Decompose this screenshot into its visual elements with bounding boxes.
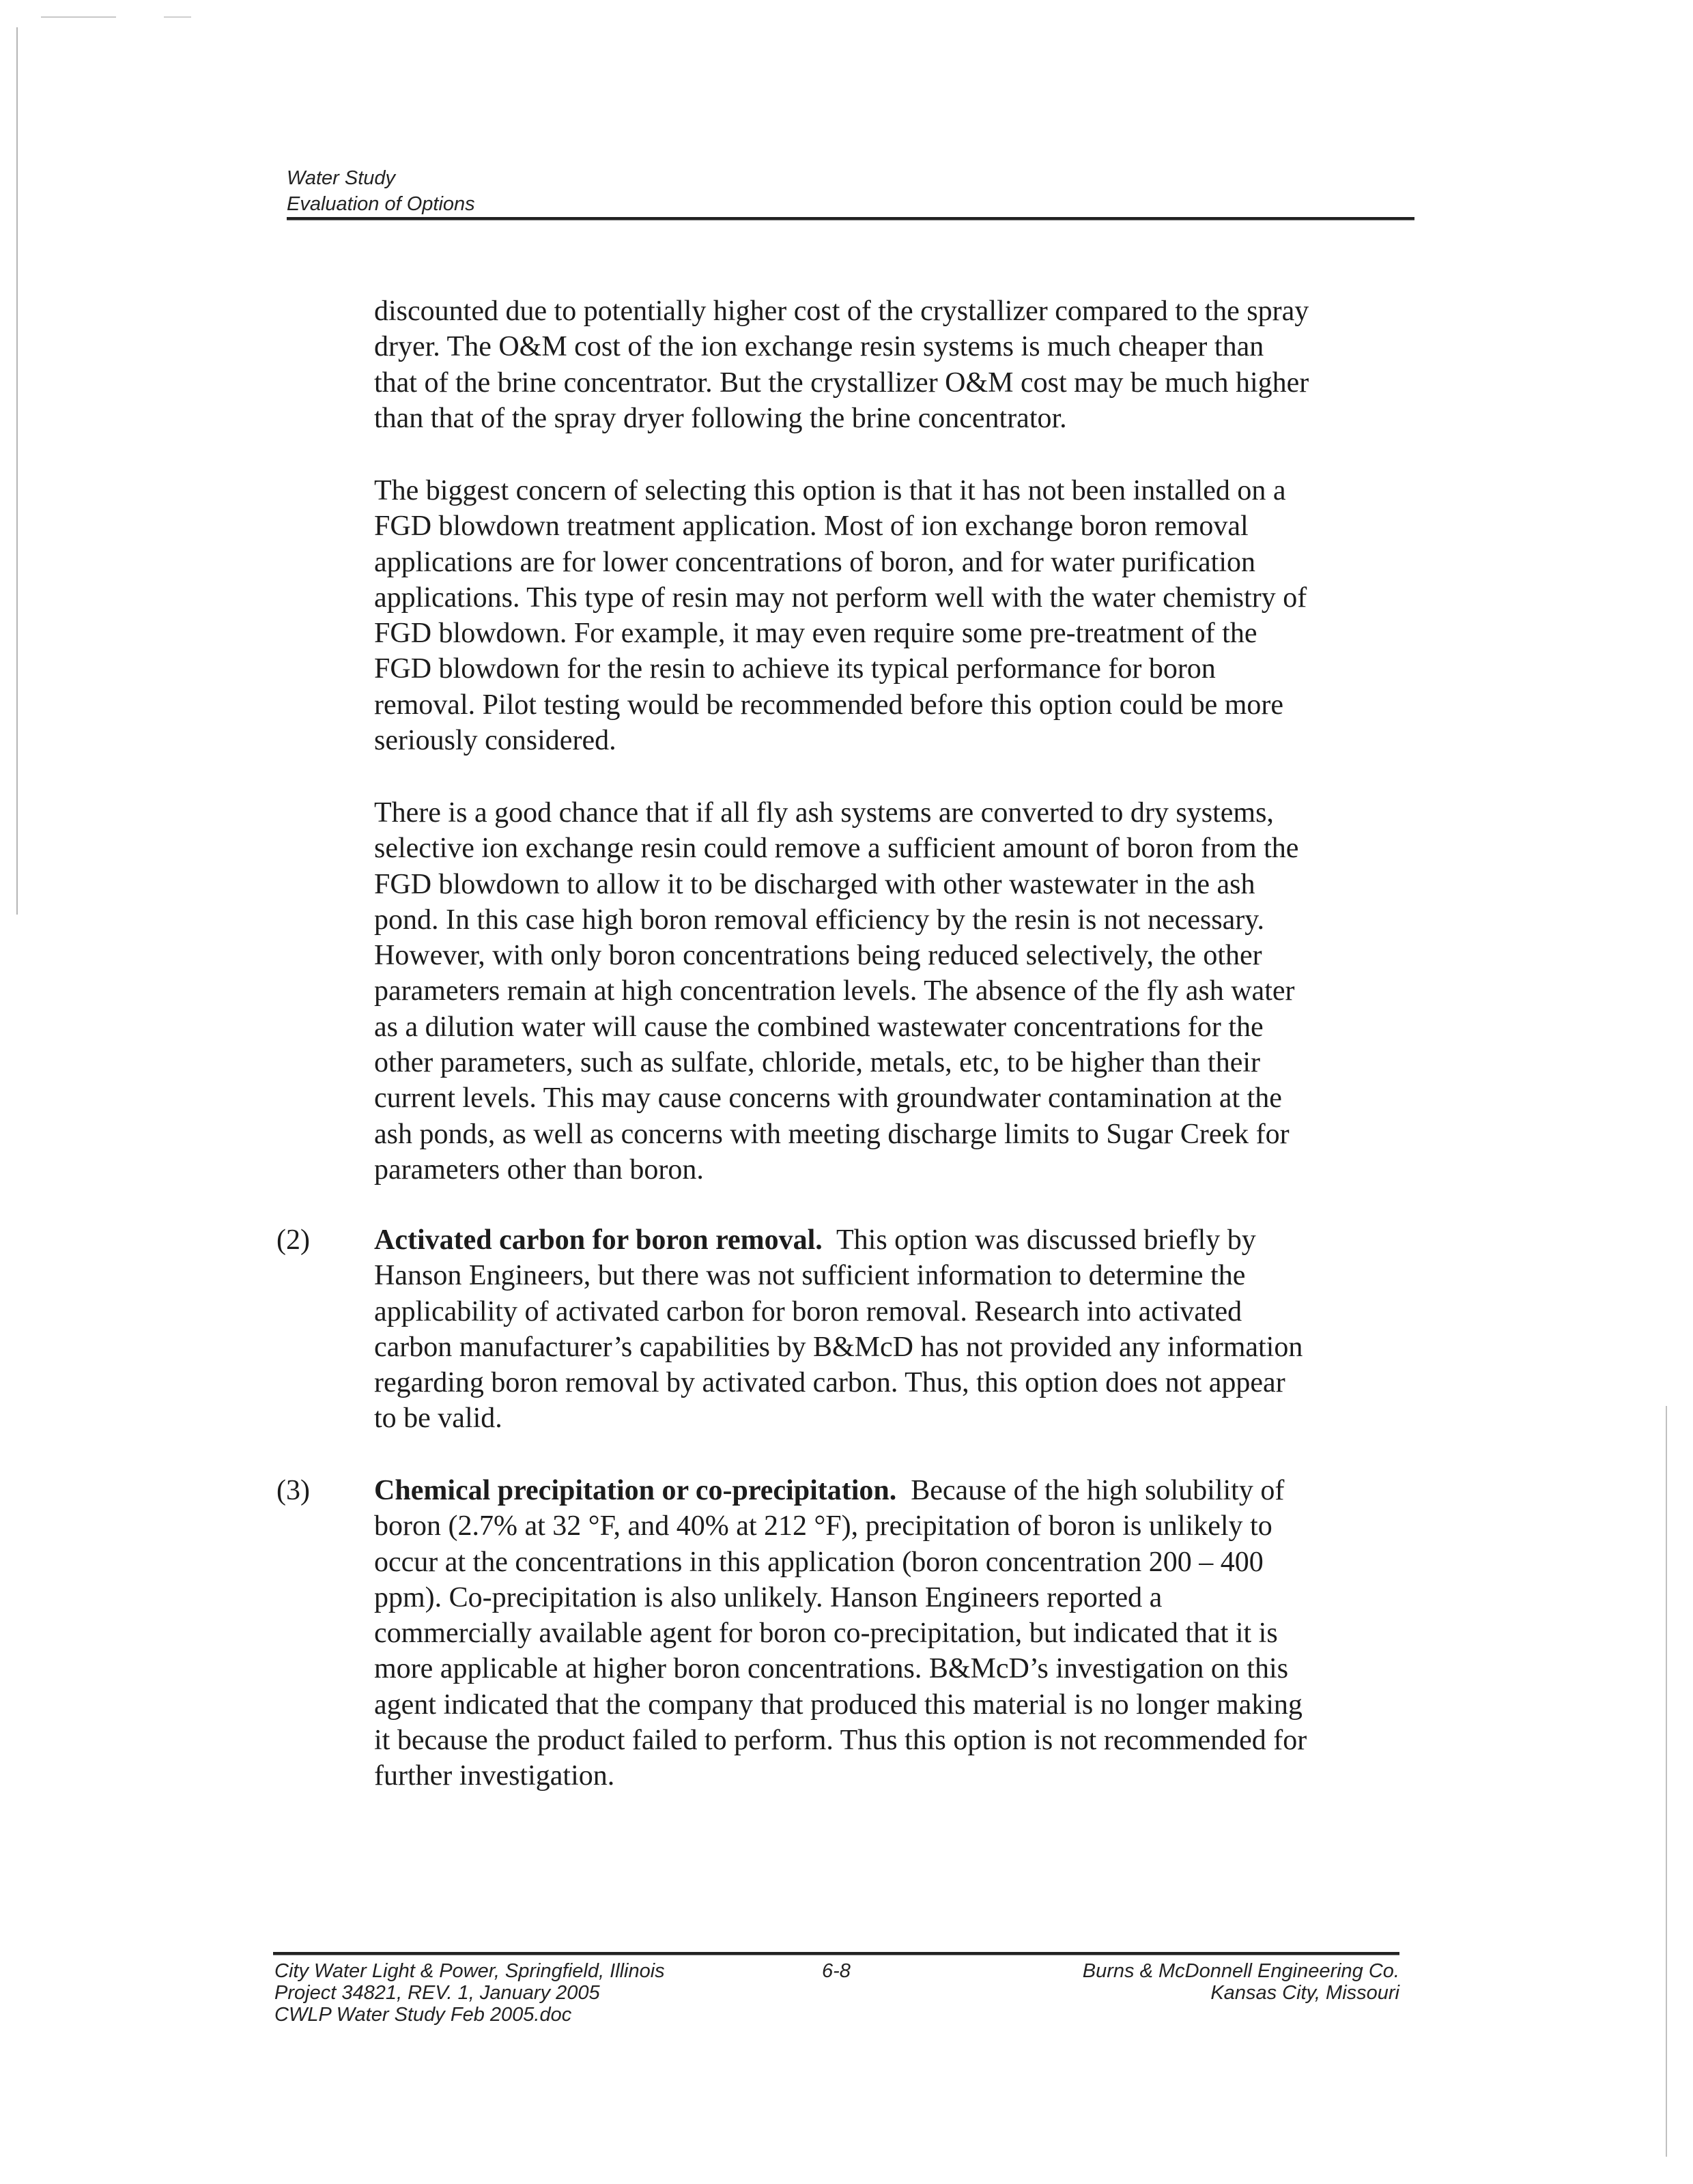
text-line: that of the brine concentrator. But the crystallizer O&M cost may be much higher	[374, 367, 1309, 399]
text-line: other parameters, such as sulfate, chloride, metals, etc, to be higher than their	[374, 1047, 1261, 1079]
paragraph-crystallizer-cost	[374, 293, 1419, 436]
text-line: commercially available agent for boron co-precipitation, but indicated that it is	[374, 1618, 1278, 1650]
text-line: it because the product failed to perform. Thus this option is not recommended for	[374, 1725, 1307, 1757]
paragraph-biggest-concern	[374, 473, 1419, 758]
text-line: applications. This type of resin may not perform well with the water chemistry of	[374, 581, 1307, 614]
footer-left	[274, 1960, 665, 2026]
header-subtitle: Evaluation of Options	[287, 193, 475, 215]
text-line: applicability of activated carbon for boron removal. Research into activated	[374, 1295, 1242, 1327]
footer-rule	[273, 1952, 1399, 1955]
text-line: FGD blowdown treatment application. Most of ion exchange boron removal	[374, 511, 1249, 543]
footer-filename: CWLP Water Study Feb 2005.doc	[274, 2004, 572, 2026]
text-line	[374, 1473, 1419, 1508]
item-heading-rest: This option was discussed briefly by	[822, 1224, 1256, 1256]
item-heading: Activated carbon for boron removal.	[374, 1224, 823, 1256]
text-line: regarding boron removal by activated carbon. Thus, this option does not appear	[374, 1367, 1285, 1399]
text-line: to be valid.	[374, 1403, 502, 1435]
text-line: further investigation.	[374, 1760, 615, 1792]
paragraph-dry-systems	[374, 795, 1419, 1188]
page-header	[287, 165, 1413, 217]
text-line: FGD blowdown to allow it to be discharged with other wastewater in the ash	[374, 868, 1255, 900]
text-line: agent indicated that the company that produced this material is no longer making	[374, 1689, 1303, 1721]
text-line: parameters remain at high concentration levels. The absence of the fly ash water	[374, 975, 1295, 1007]
text-line: current levels. This may cause concerns with groundwater contamination at the	[374, 1082, 1282, 1115]
header-rule	[287, 217, 1414, 220]
list-item-number: (3)	[276, 1475, 310, 1506]
text-line: Hanson Engineers, but there was not sufficient information to determine the	[374, 1260, 1246, 1292]
scan-edge-line-right	[1666, 1406, 1667, 2157]
text-line: dryer. The O&M cost of the ion exchange resin systems is much cheaper than	[374, 331, 1264, 363]
scan-dash-top-2	[164, 16, 191, 18]
text-line: pond. In this case high boron removal efficiency by the resin is not necessary.	[374, 904, 1264, 936]
item-heading-rest: Because of the high solubility of	[896, 1475, 1285, 1506]
footer-client: City Water Light & Power, Springfield, Illinois	[274, 1960, 665, 1982]
text-line: applications are for lower concentrations of boron, and for water purification	[374, 546, 1256, 578]
text-line: boron (2.7% at 32 °F, and 40% at 212 °F), precipitation of boron is unlikely to	[374, 1510, 1272, 1542]
text-line: seriously considered.	[374, 725, 616, 757]
text-line: than that of the spray dryer following the brine concentrator.	[374, 402, 1067, 434]
list-item-chemical-precipitation	[374, 1473, 1419, 1794]
text-line: carbon manufacturer’s capabilities by B&McD has not provided any information	[374, 1331, 1303, 1363]
text-line: ash ponds, as well as concerns with meeting discharge limits to Sugar Creek for	[374, 1118, 1290, 1150]
text-line: selective ion exchange resin could remove a sufficient amount of boron from the	[374, 833, 1299, 865]
list-item-activated-carbon	[374, 1222, 1419, 1437]
footer-location: Kansas City, Missouri	[1210, 1982, 1399, 2004]
text-line: FGD blowdown. For example, it may even require some pre-treatment of the	[374, 618, 1257, 650]
list-item-number: (2)	[276, 1224, 310, 1256]
text-line: removal. Pilot testing would be recommended before this option could be more	[374, 689, 1284, 721]
text-line: However, with only boron concentrations being reduced selectively, the other	[374, 940, 1262, 972]
text-line: occur at the concentrations in this application (boron concentration 200 – 400	[374, 1546, 1264, 1578]
text-line: more applicable at higher boron concentrations. B&McD’s investigation on this	[374, 1653, 1289, 1685]
page-number: 6-8	[822, 1960, 851, 1982]
text-line: discounted due to potentially higher cost of the crystallizer compared to the spray	[374, 296, 1309, 327]
footer-company: Burns & McDonnell Engineering Co.	[1082, 1960, 1399, 1982]
text-line	[374, 1222, 1419, 1258]
text-line: FGD blowdown for the resin to achieve its typical performance for boron	[374, 653, 1216, 685]
text-line: There is a good chance that if all fly ash systems are converted to dry systems,	[374, 797, 1274, 829]
header-title: Water Study	[287, 167, 396, 189]
text-line: as a dilution water will cause the combined wastewater concentrations for the	[374, 1011, 1264, 1043]
text-line: The biggest concern of selecting this option is that it has not been installed on a	[374, 475, 1286, 506]
footer-right	[1058, 1960, 1399, 2004]
scan-edge-line-left	[16, 27, 18, 915]
item-heading: Chemical precipitation or co-precipitation.	[374, 1475, 897, 1506]
scan-dash-top	[41, 16, 116, 18]
text-line: parameters other than boron.	[374, 1153, 704, 1186]
footer-project: Project 34821, REV. 1, January 2005	[274, 1982, 600, 2004]
text-line: ppm). Co-precipitation is also unlikely. Hanson Engineers reported a	[374, 1581, 1163, 1613]
